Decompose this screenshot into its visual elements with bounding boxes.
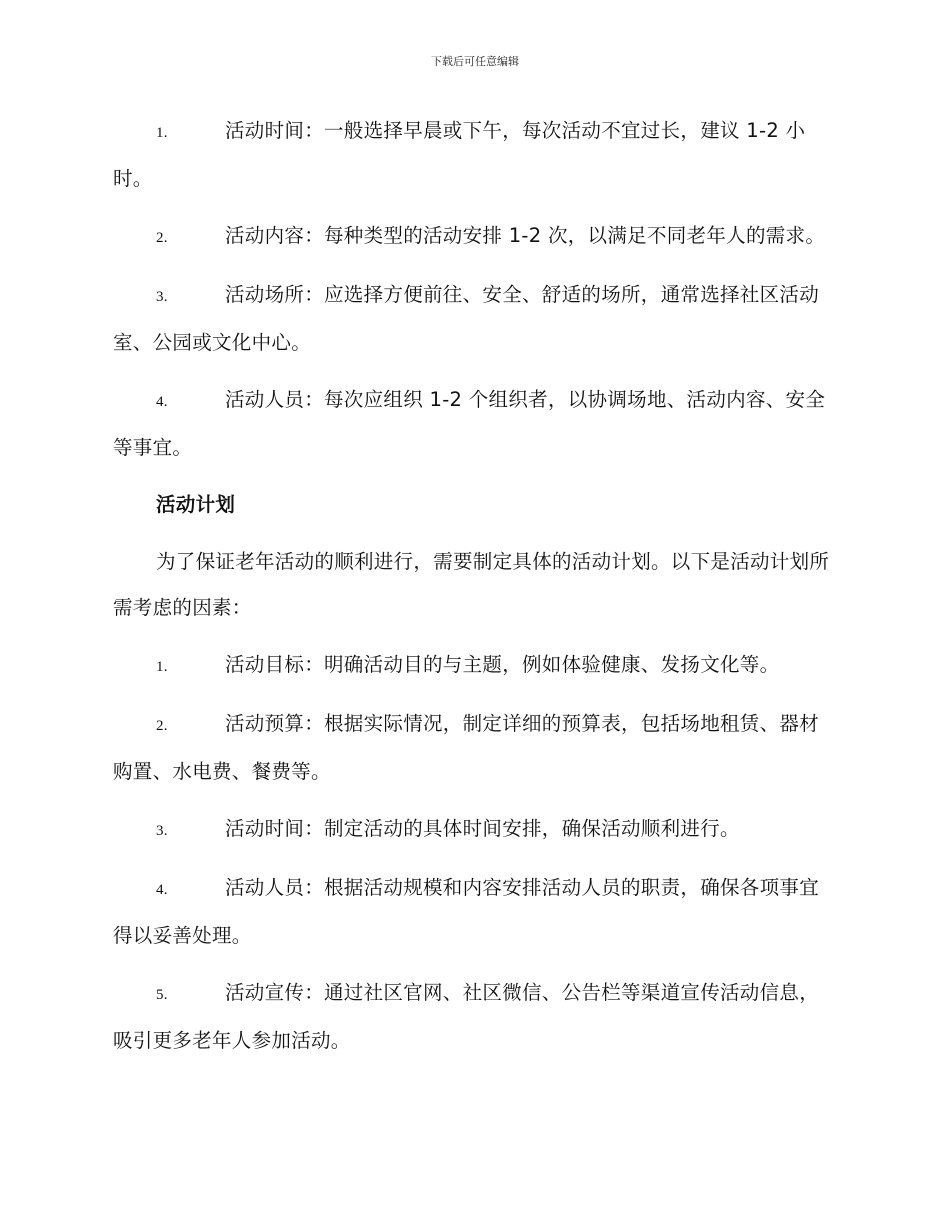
list-item [113,108,833,202]
list-item-text: 活动场所：应选择方便前往、安全、舒适的场所，通常选择社区活动室、公园或文化中心。 [113,283,820,354]
list-item-text: 活动人员：根据活动规模和内容安排活动人员的职责，确保各项事宜得以妥善处理。 [113,876,820,947]
intro-paragraph: 为了保证老年活动的顺利进行，需要制定具体的活动计划。以下是活动计划所需考虑的因素： [113,550,830,619]
list-item [113,865,833,959]
list-item [113,272,833,366]
list-item [113,970,833,1064]
list-item-text: 活动预算：根据实际情况，制定详细的预算表，包括场地租赁、器材购置、水电费、餐费等。 [113,712,820,783]
page-header: 下载后可任意编辑 [431,55,519,68]
list-item-number: 2. [156,230,168,246]
list-item-text: 活动时间：制定活动的具体时间安排，确保活动顺利进行。 [225,817,740,840]
list-item-number: 4. [156,882,168,898]
document-body [113,108,833,1075]
list-item-number: 4. [156,394,168,410]
list-item-number: 3. [156,289,168,305]
list-item-number: 1. [156,659,168,675]
list-item [113,642,833,690]
list-item [113,806,833,854]
list-item-text: 活动人员：每次应组织 1-2 个组织者，以协调场地、活动内容、安全等事宜。 [113,388,826,459]
list-item-number: 2. [156,718,168,734]
list-item [113,213,833,261]
list-item-number: 3. [156,823,168,839]
list-item-number: 5. [156,987,168,1003]
list-item-text: 活动内容：每种类型的活动安排 1-2 次，以满足不同老年人的需求。 [225,224,826,247]
list-item-text: 活动宣传：通过社区官网、社区微信、公告栏等渠道宣传活动信息，吸引更多老年人参加活动。 [113,981,820,1052]
list-item-text: 活动目标：明确活动目的与主题，例如体验健康、发扬文化等。 [225,653,780,676]
list-item-text: 活动时间：一般选择早晨或下午，每次活动不宜过长，建议 1-2 小时。 [113,119,806,190]
section-heading: 活动计划 [156,493,236,516]
list-item [113,377,833,471]
list-item-number: 1. [156,125,168,141]
list-item [113,701,833,795]
